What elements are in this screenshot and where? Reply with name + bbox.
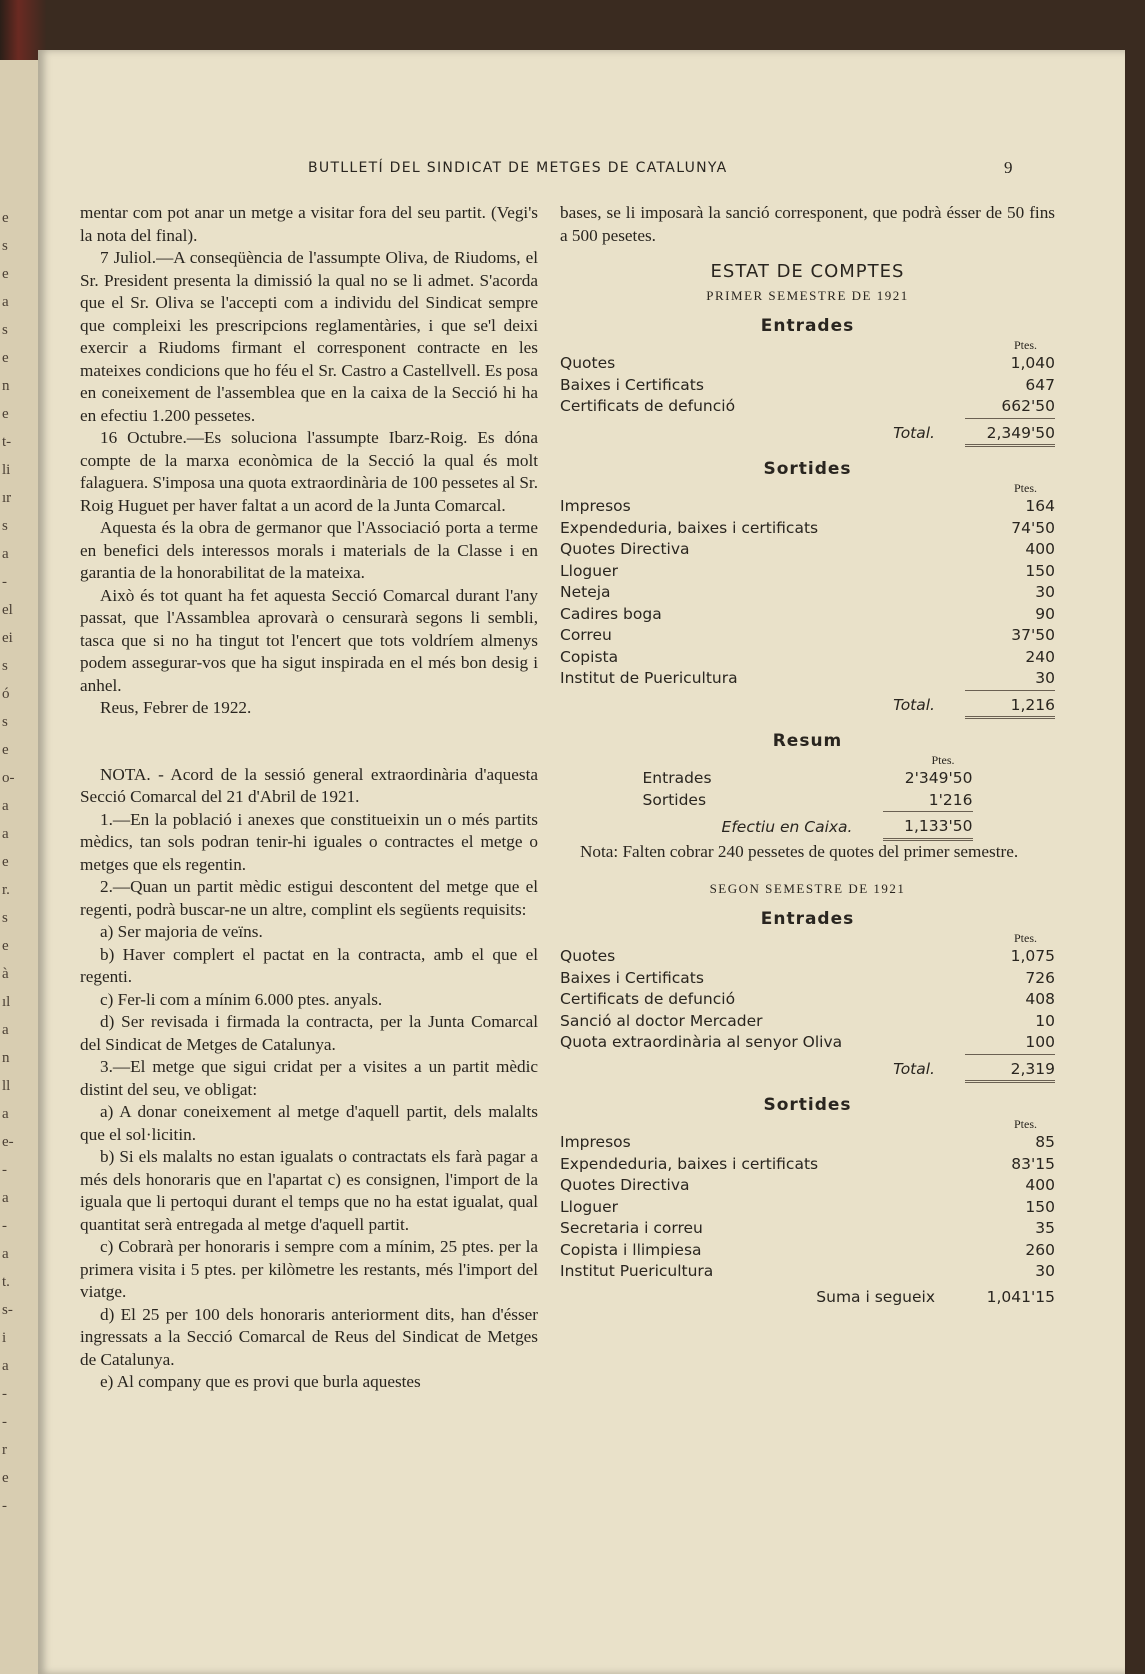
row-label: Sortides [642, 790, 707, 809]
table-row [560, 1175, 1055, 1197]
sortides-table-1 [560, 496, 1055, 719]
nota-paragraph: 2.—Quan un partit mèdic estigui descontent del metge que el regenti, podrà buscar-ne un altre, complint els següents requisits: [80, 877, 538, 919]
prev-page-fragment: t- [2, 434, 12, 450]
nota-paragraph: c) Fer-li com a mínim 6.000 ptes. anyals. [100, 989, 383, 1009]
paragraph: Això és tot quant ha fet aquesta Secció Comarcal durant l'any passat, que l'Assamblea aprovarà o censurarà segons li sembli, tasca que si no ha tingut tot l'encert que tots voldríem almenys podem assegurar-vos que ha sigut inspirada en el més bon desig i anhel. [80, 585, 538, 695]
date-line: Reus, Febrer de 1922. [100, 698, 252, 717]
row-label: Secretaria i correu [560, 1219, 703, 1237]
prev-page-fragment: n [2, 378, 10, 394]
row-label: Lloguer [560, 1197, 618, 1216]
prev-page-fragment: - [2, 1162, 7, 1178]
prev-page-fragment: e [2, 406, 9, 422]
table-row [560, 539, 1055, 561]
page [38, 50, 1125, 1674]
left-column [80, 202, 538, 1394]
table-row [560, 353, 1055, 375]
row-amount: 400 [1025, 1176, 1055, 1194]
paragraph: bases, se li imposarà la sanció corresponent, que podrà ésser de 50 fins a 500 pesetes. [560, 203, 1055, 245]
row-amount: 74'50 [1011, 518, 1055, 537]
row-amount: 662'50 [1001, 397, 1055, 415]
carry-row: Suma i segueix 1,041'15 [816, 1287, 1055, 1306]
row-label: Lloguer [560, 561, 618, 580]
table-row [560, 604, 1055, 626]
row-label: Neteja [560, 583, 611, 601]
resum-block [643, 753, 973, 841]
prev-page-fragment: n [2, 1050, 10, 1066]
entrades-table-2 [560, 946, 1055, 1083]
paragraph: 7 Juliol.—A conseqüència de l'assumpte Oliva, de Riudoms, el Sr. President presenta la dimissió la qual no se li admet. S'acorda que el Sr. Oliva se l'accepti com a individu del Sindicat sempre que compleixi les prescripcions reglamentàries, i que se'l deixi exercir a Riudoms firmant el corresponent contracte en les mateixes condicions que ho féu el Sr. Castro a Castellvell. Es posa en coneixement de l'assemblea que en la caixa de la Secció hi ha en efectiu 1.200 pessetes. [80, 248, 538, 425]
nota-paragraph: e) Al company que es provi que burla aquestes [100, 1372, 421, 1391]
row-amount: 37'50 [1011, 626, 1055, 644]
row-amount: 2'349'50 [904, 769, 973, 787]
entrades-table-1 [560, 353, 1055, 447]
prev-page-fragment: - [2, 1218, 7, 1234]
nota-paragraph: b) Si els malalts no estan igualats o contractats els farà pagar a més dels honoraris que en l'apartat c) es consignen, l'import de la iguala que li pertoqui durant el temps que no ha estat igualat, qual quantitat serà entregada al metge d'aquell partit. [80, 1147, 538, 1234]
prev-page-fragment: - [2, 1386, 7, 1402]
row-amount: 150 [1025, 561, 1055, 580]
prev-page-fragment: a [2, 798, 9, 814]
row-label: Correu [560, 626, 612, 644]
table-row [560, 625, 1055, 647]
row-label: Entrades [642, 769, 712, 787]
prev-page-fragment: e [2, 1470, 9, 1486]
prev-page-fragment: s [2, 518, 8, 534]
paragraph: Aquesta és la obra de germanor que l'Associació porta a terme en benefici dels interessos morals i materials de la Classe i en garantia de la honorabilitat de la mateixa. [80, 518, 538, 582]
row-label: Copista i llimpiesa [560, 1240, 702, 1259]
resum-heading: Resum [772, 731, 843, 751]
prev-page-fragment: li [2, 462, 11, 478]
row-amount: 35 [1035, 1219, 1055, 1237]
row-label: Cadires boga [560, 604, 662, 623]
prev-page-fragment: a [2, 1106, 9, 1122]
journal-title: BUTLLETÍ DEL SINDICAT DE METGES DE CATALUNYA [308, 160, 728, 176]
previous-page-edge [0, 60, 38, 1674]
prev-page-fragment: t. [2, 1274, 10, 1290]
prev-page-fragment: o- [2, 770, 15, 786]
row-label: Certificats de defunció [560, 990, 736, 1008]
prev-page-fragment: a [2, 826, 9, 842]
row-label: Institut de Puericultura [560, 669, 738, 688]
prev-page-fragment: ei [2, 630, 13, 646]
prev-page-fragment: e [2, 350, 9, 366]
currency-label: Ptes. [1013, 931, 1037, 945]
row-amount: 30 [1035, 669, 1055, 687]
table-row [560, 1197, 1055, 1219]
prev-page-fragment: ll [2, 1078, 11, 1094]
row-amount: 30 [1035, 1262, 1055, 1280]
nota-paragraph: d) Ser revisada i firmada la contracta, per la Junta Comarcal del Sindicat de Metges de Catalunya. [80, 1012, 538, 1054]
table-row [560, 1261, 1055, 1283]
row-amount: 726 [1025, 968, 1055, 987]
table-row [643, 790, 973, 812]
table-row [560, 375, 1055, 397]
prev-page-fragment: a [2, 294, 9, 310]
table-row [560, 1240, 1055, 1262]
semester-heading: PRIMER SEMESTRE DE 1921 [706, 288, 909, 303]
prev-page-fragment: s [2, 322, 8, 338]
table-row [560, 396, 1055, 418]
total-row: Total. 1,216 [560, 690, 1055, 718]
table-row [560, 1218, 1055, 1240]
row-amount: 100 [1025, 1033, 1055, 1051]
nota-paragraph: NOTA. - Acord de la sessió general extraordinària d'aquesta Secció Comarcal del 21 d'Abril de 1921. [80, 764, 538, 806]
row-amount: 85 [1035, 1133, 1055, 1151]
nota-paragraph: d) El 25 per 100 dels honoraris anteriorment dits, han d'ésser ingressats a la Secció Comarcal de Reus del Sindicat de Metges de Catalunya. [80, 1304, 538, 1369]
prev-page-fragment: a [2, 1358, 9, 1374]
row-label: Quotes Directiva [560, 540, 690, 558]
prev-page-fragment: - [2, 1498, 7, 1514]
sortides-heading: Sortides [763, 1095, 852, 1115]
prev-page-fragment: i [2, 1330, 7, 1346]
prev-page-fragment: e [2, 938, 9, 954]
row-amount: 1,040 [1010, 354, 1055, 372]
nota-paragraph: a) Ser majoria de veïns. [100, 922, 263, 941]
row-label: Baixes i Certificats [560, 968, 704, 987]
prev-page-fragment: ó [2, 686, 10, 702]
prev-page-fragment: s- [2, 1302, 13, 1318]
prev-page-fragment: s [2, 658, 8, 674]
row-amount: 150 [1025, 1197, 1055, 1216]
prev-page-fragment: e- [2, 1134, 14, 1150]
row-label: Impresos [560, 497, 631, 515]
table-row [560, 989, 1055, 1011]
currency-label: Ptes. [1013, 481, 1037, 495]
prev-page-fragment: e [2, 210, 9, 226]
prev-page-fragment: e [2, 854, 9, 870]
row-amount: 1,075 [1010, 947, 1055, 965]
prev-page-fragment: r [2, 1442, 7, 1458]
nota-paragraph: a) A donar coneixement al metge d'aquell partit, dels malalts que el sol·licitin. [80, 1102, 538, 1144]
prev-page-fragment: el [2, 602, 13, 618]
row-label: Quotes [560, 947, 616, 965]
prev-page-fragment: r. [2, 882, 10, 898]
row-amount: 260 [1025, 1240, 1055, 1259]
prev-page-fragment: a [2, 1246, 9, 1262]
row-label: Institut Puericultura [560, 1262, 714, 1280]
nota-paragraph: 3.—El metge que sigui cridat per a visites a un partit mèdic distint del seu, ve obligat: [80, 1057, 538, 1099]
row-label: Expendeduria, baixes i certificats [560, 518, 819, 537]
prev-page-fragment: - [2, 1414, 7, 1430]
row-label: Expendeduria, baixes i certificats [560, 1154, 819, 1173]
nota-paragraph: 1.—En la població i anexes que constitueixin un o més partits mèdics, tan sols podran tenir-hi iguales o contractes el metge o metges que els regentin. [80, 809, 538, 874]
row-amount: 10 [1035, 1011, 1055, 1030]
row-amount: 90 [1035, 604, 1055, 623]
row-amount: 408 [1025, 990, 1055, 1008]
table-row [560, 1011, 1055, 1033]
row-label: Certificats de defunció [560, 397, 736, 416]
row-label: Copista [560, 647, 619, 666]
table-row [560, 968, 1055, 990]
page-header [38, 158, 1125, 182]
row-amount: 30 [1035, 583, 1055, 601]
row-label: Sanció al doctor Mercader [560, 1011, 763, 1030]
row-label: Quotes [560, 354, 616, 372]
currency-label: Ptes. [1013, 1117, 1037, 1131]
row-amount: 240 [1025, 647, 1055, 666]
row-amount: 164 [1025, 497, 1055, 515]
prev-page-fragment: - [2, 574, 7, 590]
paragraph: mentar com pot anar un metge a visitar fora del seu partit. (Vegi's la nota del final). [80, 203, 538, 245]
entrades-heading: Entrades [760, 909, 855, 929]
row-label: Quota extraordinària al senyor Oliva [560, 1033, 843, 1052]
row-amount: 1'216 [928, 790, 973, 809]
table-row [560, 582, 1055, 604]
table-row [560, 518, 1055, 540]
row-amount: 400 [1025, 540, 1055, 558]
table-row [560, 946, 1055, 968]
nota-paragraph: c) Cobrarà per honoraris i sempre com a mínim, 25 ptes. per la primera visita i 5 ptes. per kilòmetre les restants, més l'import del viatge. [80, 1237, 538, 1301]
currency-label: Ptes. [1013, 338, 1037, 352]
prev-page-fragment: s [2, 714, 8, 730]
table-row [643, 768, 973, 790]
prev-page-fragment: e [2, 742, 9, 758]
table-row [560, 1132, 1055, 1154]
prev-page-fragment: a [2, 1190, 9, 1206]
entrades-heading: Entrades [760, 316, 855, 336]
table-row [560, 1032, 1055, 1054]
table-row [560, 561, 1055, 583]
sortides-heading: Sortides [763, 459, 852, 479]
row-amount: 647 [1025, 375, 1055, 394]
prev-page-fragment: à [2, 966, 9, 982]
prev-page-fragment: s [2, 910, 8, 926]
total-row: Total. 2,349'50 [560, 418, 1055, 446]
total-row: Total. 2,319 [560, 1054, 1055, 1082]
nota-paragraph: b) Haver complert el pactat en la contracta, amb el que el regenti. [80, 944, 538, 986]
resum-table [643, 768, 973, 841]
table-row [560, 1154, 1055, 1176]
prev-page-fragment: ıl [2, 994, 11, 1010]
currency-label: Ptes. [931, 753, 955, 767]
table-row [560, 668, 1055, 690]
paragraph: 16 Octubre.—Es soluciona l'assumpte Ibarz-Roig. Es dóna compte de la marxa econòmica de la Secció la qual és molt falaguera. S'imposa una quota extraordinària de 100 pessetes al Sr. Roig Huguet per haver faltat a un acord de la Junta Comarcal. [80, 428, 538, 515]
row-amount: 83'15 [1011, 1154, 1055, 1173]
prev-page-fragment: a [2, 1022, 9, 1038]
prev-page-fragment: e [2, 266, 9, 282]
total-row: Efectiu en Caixa. 1,133'50 [643, 812, 973, 840]
page-number: 9 [1004, 158, 1013, 177]
sortides-table-2 [560, 1132, 1055, 1308]
row-label: Quotes Directiva [560, 1176, 690, 1194]
accounts-title: ESTAT DE COMPTES [710, 261, 905, 282]
right-column [560, 202, 1055, 1308]
row-label: Baixes i Certificats [560, 375, 704, 394]
prev-page-fragment: ır [2, 490, 12, 506]
row-label: Impresos [560, 1133, 631, 1151]
nota-text: Nota: Falten cobrar 240 pessetes de quotes del primer semestre. [580, 841, 1019, 861]
semester-heading: SEGON SEMESTRE DE 1921 [709, 881, 906, 896]
table-row [560, 647, 1055, 669]
table-row [560, 496, 1055, 518]
prev-page-fragment: s [2, 238, 8, 254]
prev-page-fragment: a [2, 546, 9, 562]
